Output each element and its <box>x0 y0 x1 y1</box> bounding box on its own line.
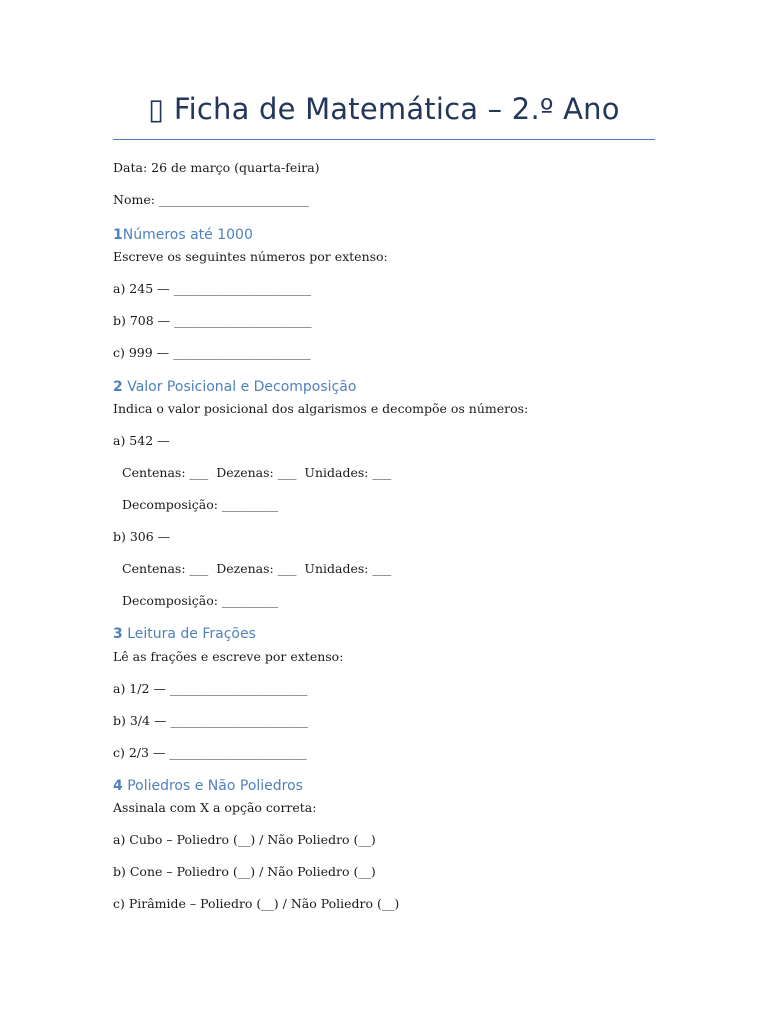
section-3-intro: Lê as frações e escreve por extenso: <box>113 649 344 664</box>
section-2-item-a: a) 542 — <box>113 433 170 448</box>
section-4-item-b: b) Cone – Poliedro (__) / Não Poliedro (__) <box>113 864 376 879</box>
section-2-item-b: b) 306 — <box>113 529 171 544</box>
section-1-item-c: c) 999 — ______________________ <box>113 345 311 360</box>
section-1-title: Números até 1000 <box>122 227 253 243</box>
section-3-item-a: a) 1/2 — ______________________ <box>113 681 308 696</box>
section-4-item-c: c) Pirâmide – Poliedro (__) / Não Poliedro (__) <box>113 896 400 911</box>
section-2-number: 2 <box>113 379 123 395</box>
section-1-intro: Escreve os seguintes números por extenso: <box>113 249 388 264</box>
section-4-item-a: a) Cubo – Poliedro (__) / Não Poliedro (__) <box>113 832 376 847</box>
section-1-item-a: a) 245 — ______________________ <box>113 281 312 296</box>
section-4-intro: Assinala com X a opção correta: <box>113 800 317 815</box>
name-line: Nome: ________________________ <box>113 192 309 207</box>
section-2-item-a-places: Centenas: ___ Dezenas: ___ Unidades: ___ <box>122 465 392 480</box>
title-underline <box>113 139 655 140</box>
section-3-item-b: b) 3/4 — ______________________ <box>113 713 308 728</box>
section-2-title: Valor Posicional e Decomposição <box>122 379 357 395</box>
section-2-item-a-decomposition: Decomposição: _________ <box>122 497 279 512</box>
section-3-heading <box>113 625 256 643</box>
section-4-title: Poliedros e Não Poliedros <box>122 778 303 794</box>
date-line: Data: 26 de março (quarta-feira) <box>113 160 320 175</box>
section-2-heading <box>113 378 356 396</box>
section-1-number: 1 <box>113 227 123 243</box>
section-1-item-b: b) 708 — ______________________ <box>113 313 312 328</box>
section-2-intro: Indica o valor posicional dos algarismos e decompõe os números: <box>113 401 529 416</box>
page-title: ▯ Ficha de Matemática – 2.º Ano <box>148 92 620 126</box>
section-1-heading <box>113 226 253 244</box>
section-2-item-b-decomposition: Decomposição: _________ <box>122 593 279 608</box>
section-3-number: 3 <box>113 626 123 642</box>
section-4-heading <box>113 777 303 795</box>
section-3-item-c: c) 2/3 — ______________________ <box>113 745 307 760</box>
section-3-title: Leitura de Frações <box>122 626 256 642</box>
section-2-item-b-places: Centenas: ___ Dezenas: ___ Unidades: ___ <box>122 561 392 576</box>
section-4-number: 4 <box>113 778 123 794</box>
